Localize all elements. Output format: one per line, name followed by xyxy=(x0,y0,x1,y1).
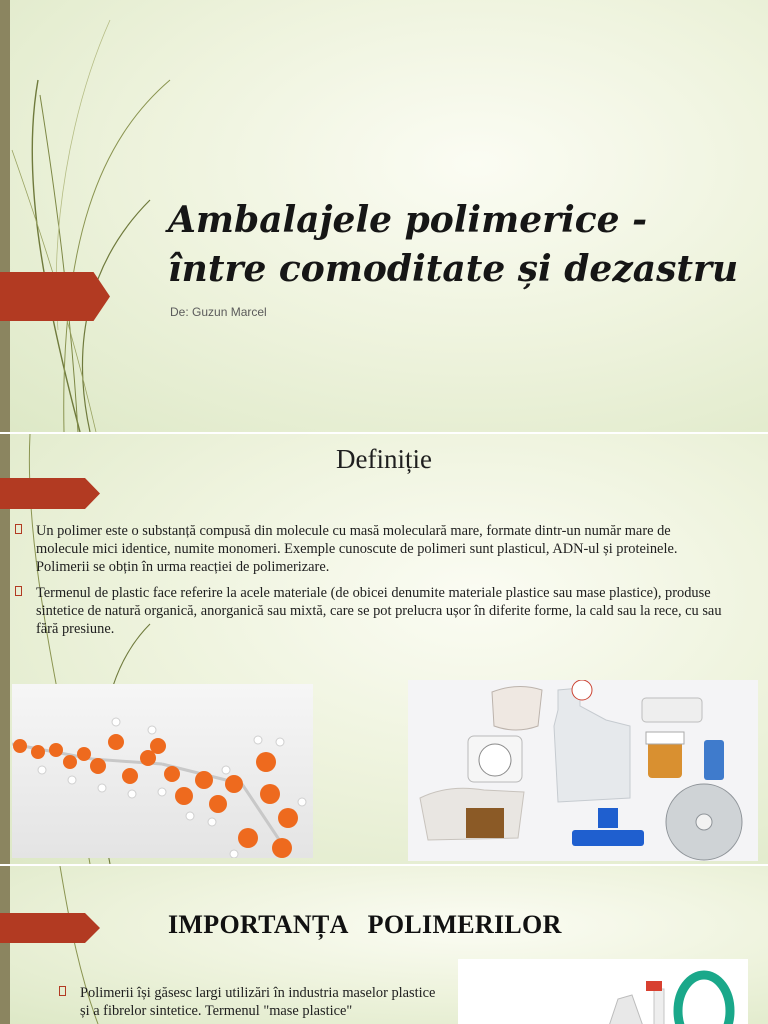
definition-heading: Definiție xyxy=(336,444,432,474)
plastic-items-photo xyxy=(408,680,758,861)
definition-paragraph-1: Un polimer este o substanță compusă din molecule cu masă moleculară mare, formate dintr-un număr mare de molecule mici identice, numite monomeri. Exemple cunoscute de polimeri sunt plasticul, ADN-ul și proteinele. Polimerii se obțin în urma reacției de polimerizare. xyxy=(36,523,678,575)
presentation-title xyxy=(168,196,748,294)
title-line-1: Ambalajele polimerice - xyxy=(168,199,648,241)
importance-heading: IMPORTANȚA POLIMERILOR xyxy=(168,910,562,939)
accent-arrow-tab xyxy=(0,478,100,509)
title-slide xyxy=(0,0,768,432)
importance-paragraph: Polimerii își găsesc largi utilizări în industria maselor plastice și a fibrelor sintetice. Termenul "mase plastice" xyxy=(80,985,436,1019)
plastic-products-photo xyxy=(458,959,748,1024)
definition-slide xyxy=(0,434,768,864)
definition-paragraph-2: Termenul de plastic face referire la acele materiale (de obicei denumite materiale plastice sau mase plastice), produse sintetice de natură organică, anorganică sau mixtă, care se pot prelucra ușor în diferite forme, la cald sau la rece, cu sau fără presiune. xyxy=(36,585,722,637)
bullet-icon xyxy=(12,523,26,535)
bullet-icon xyxy=(12,585,26,597)
bullet-icon xyxy=(56,985,70,997)
title-line-2: între comoditate și dezastru xyxy=(168,248,739,290)
importance-slide xyxy=(0,866,768,1024)
accent-arrow-tab xyxy=(0,272,110,321)
author-byline: De: Guzun Marcel xyxy=(170,305,267,319)
accent-arrow-tab xyxy=(0,913,100,943)
polymer-molecule-image xyxy=(12,684,313,858)
